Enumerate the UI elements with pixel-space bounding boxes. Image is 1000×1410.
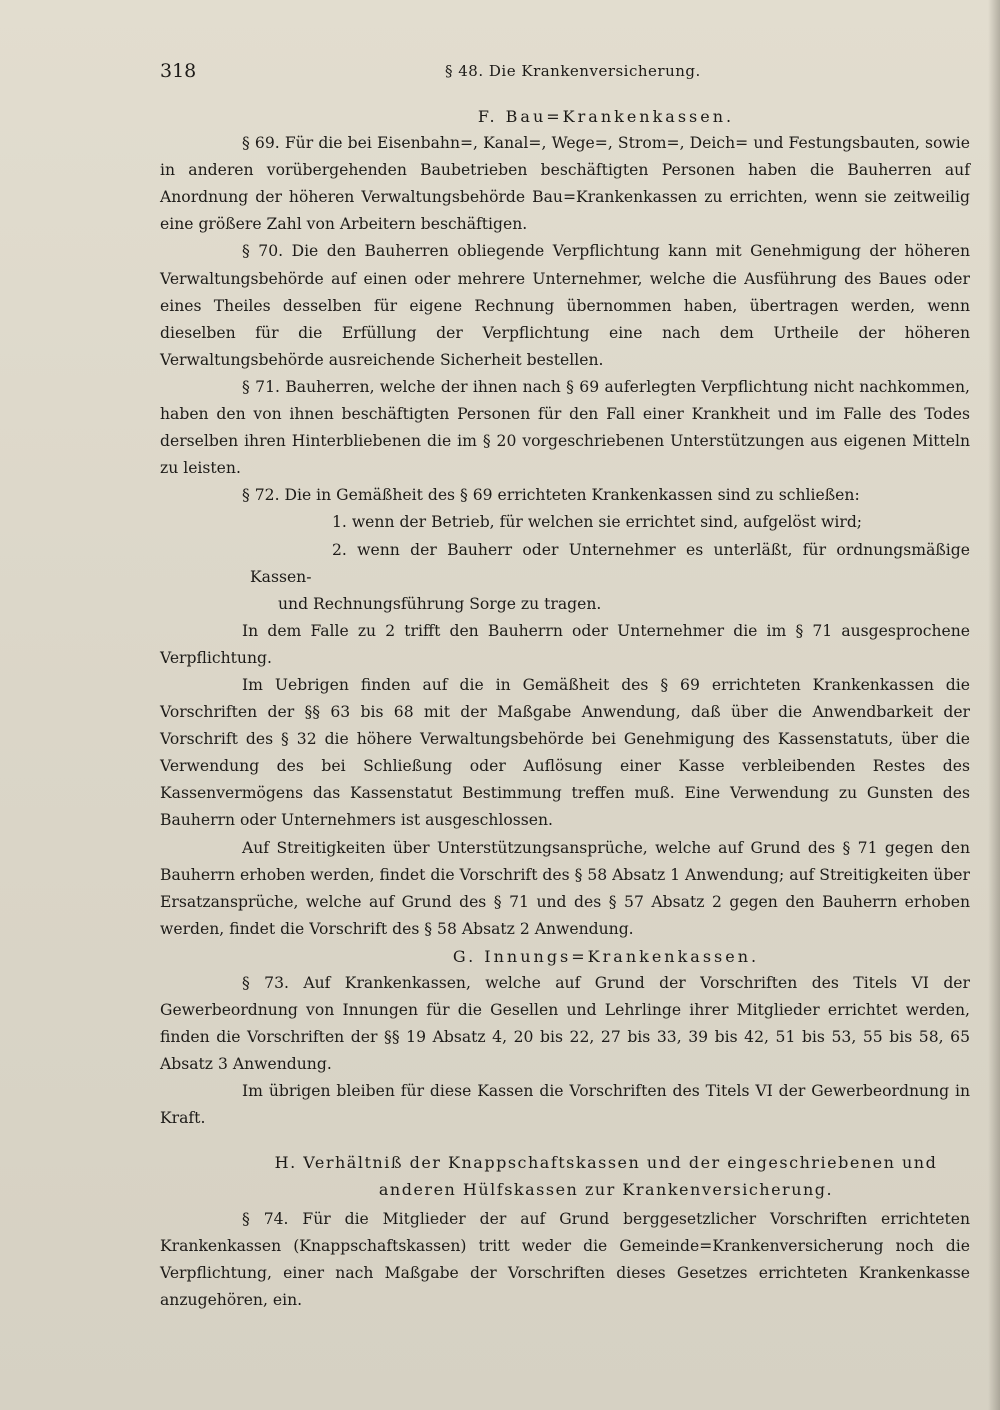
- list-item-1: 1. wenn der Betrieb, für welchen sie errichtet sind, aufgelöst wird;: [332, 513, 863, 532]
- section-heading-h-line1: H. Verhältniß der Knappschaftskassen und der eingeschriebenen und: [274, 1152, 938, 1172]
- paragraph-72-d: Auf Streitigkeiten über Unterstützungsansprüche, welche auf Grund des § 71 gegen den Bauherrn erhoben werden, findet die Vorschrift des § 58 Absatz 1 Anwendung; auf Streitigkeiten über Ersatzansprüche, welche auf Grund des § 71 und des § 57 Absatz 2 gegen den Bauherrn erhoben werden, findet die Vorschrift des § 58 Absatz 2 Anwendung.: [160, 838, 970, 938]
- running-title: § 48. Die Krankenversicherung.: [445, 62, 701, 80]
- paragraph-72-c: Im Uebrigen finden auf die in Gemäßheit des § 69 errichteten Krankenkassen die Vorschriften der §§ 63 bis 68 mit der Maßgabe Anwendung, daß über die Anwendbarkeit der Vorschrift des § 32 die höhere Verwaltungsbehörde bei Genehmigung des Kassenstatuts, über die Verwendung des bei Schließung oder Auflösung einer Kasse verbleibenden Restes des Kassenvermögens das Kassenstatut Bestimmung treffen muß. Eine Verwendung zu Gunsten des Bauherrn oder Unternehmers ist ausgeschlossen.: [160, 675, 970, 830]
- paragraph-70: § 70. Die den Bauherren obliegende Verpflichtung kann mit Genehmigung der höheren Verwaltungsbehörde auf einen oder mehrere Unternehmer, welche die Ausführung des Baues oder eines Theiles desselben für eigene Rechnung übernommen haben, übertragen werden, wenn dieselben für die Erfüllung der Verpflichtung eine nach dem Urtheile der höheren Verwaltungsbehörde ausreichende Sicherheit bestellen.: [160, 242, 970, 369]
- paragraph-74: § 74. Für die Mitglieder der auf Grund berggesetzlicher Vorschriften errichteten Krankenkassen (Knappschaftskassen) tritt weder die Gemeinde=Krankenversicherung noch die Verpflichtung, einer nach Maßgabe der Vorschriften dieses Gesetzes errichteten Krankenkasse anzugehören, ein.: [160, 1209, 970, 1310]
- page-number: 318: [160, 60, 197, 82]
- list-item-2-continuation: und Rechnungsführung Sorge zu tragen.: [278, 594, 602, 613]
- section-heading-h-line2: anderen Hülfskassen zur Krankenversicherung.: [378, 1179, 834, 1199]
- page-body: [160, 103, 970, 1314]
- section-heading-g: G. Innungs=Krankenkassen.: [452, 946, 760, 966]
- paragraph-73-b: Im übrigen bleiben für diese Kassen die Vorschriften des Titels VI der Gewerbeordnung in Kraft.: [160, 1082, 970, 1128]
- paragraph-69: § 69. Für die bei Eisenbahn=, Kanal=, Wege=, Strom=, Deich= und Festungsbauten, sowie in anderen vorübergehenden Baubetrieben beschäftigten Personen haben die Bauherren auf Anordnung der höheren Verwaltungsbehörde Bau=Krankenkassen zu errichten, wenn sie zeitweilig eine größere Zahl von Arbeitern beschäftigen.: [160, 134, 970, 234]
- paragraph-71: § 71. Bauherren, welche der ihnen nach § 69 auferlegten Verpflichtung nicht nachkommen, haben den von ihnen beschäftigten Personen für den Fall einer Krankheit und im Falle des Todes derselben ihren Hinterbliebenen die im § 20 vorgeschriebenen Unterstützungen aus eigenen Mitteln zu leisten.: [160, 377, 970, 478]
- paragraph-73: § 73. Auf Krankenkassen, welche auf Grund der Vorschriften des Titels VI der Gewerbeordnung von Innungen für die Gesellen und Lehrlinge ihrer Mitglieder errichtet werden, finden die Vorschriften der §§ 19 Absatz 4, 20 bis 22, 27 bis 33, 39 bis 42, 51 bis 53, 55 bis 58, 65 Absatz 3 Anwendung.: [160, 974, 970, 1074]
- section-heading-f: F. Bau=Krankenkassen.: [477, 107, 735, 126]
- section-heading-h: [160, 1149, 970, 1203]
- paragraph-72: § 72. Die in Gemäßheit des § 69 errichteten Krankenkassen sind zu schließen:: [242, 486, 860, 505]
- list-item-2: 2. wenn der Bauherr oder Unternehmer es unterläßt, für ordnungsmäßige Kassen-: [250, 540, 970, 586]
- page-edge-shadow: [988, 0, 1000, 1410]
- page-header: [160, 60, 980, 90]
- paragraph-72-b: In dem Falle zu 2 trifft den Bauherrn oder Unternehmer die im § 71 ausgesprochene Verpflichtung.: [160, 621, 970, 667]
